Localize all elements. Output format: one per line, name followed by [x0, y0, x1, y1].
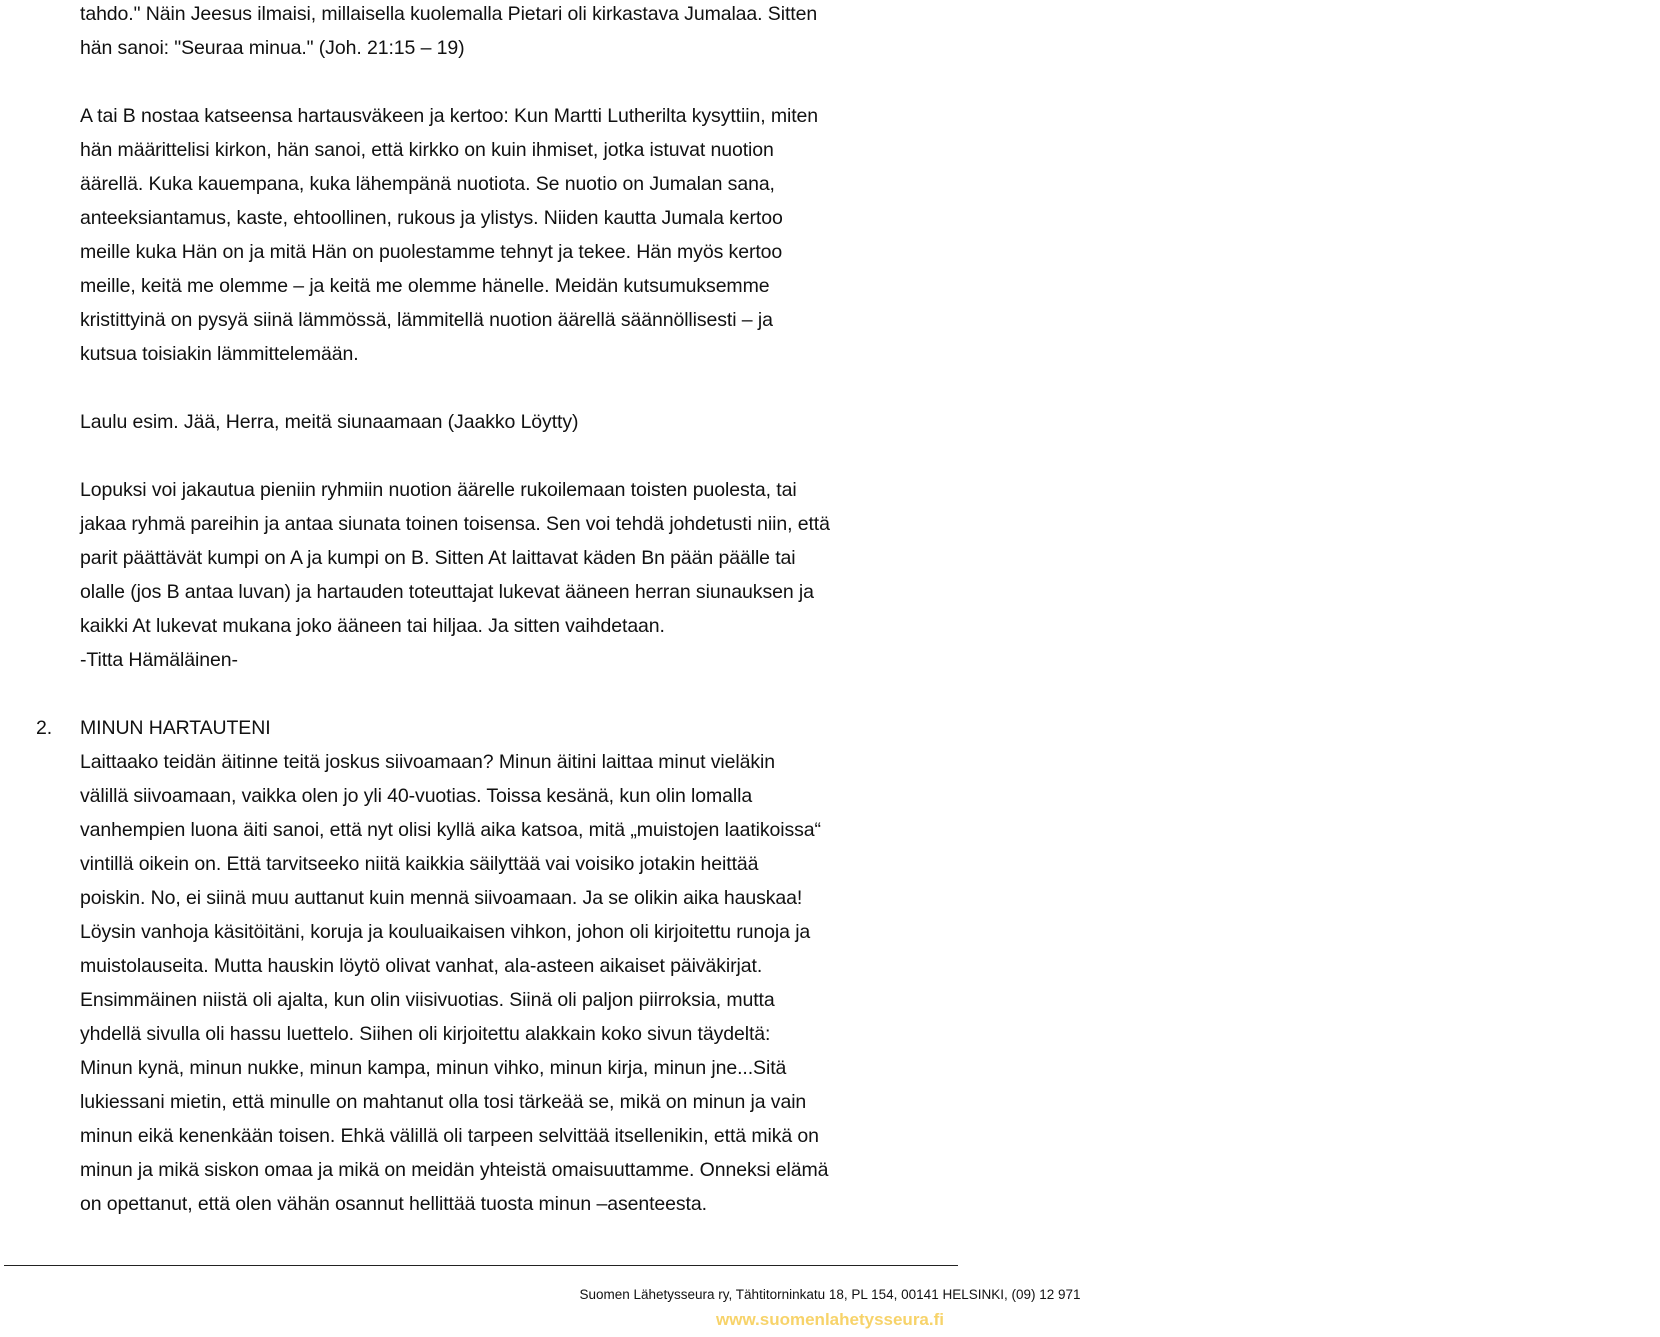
- text-line: kutsua toisiakin lämmittelemään.: [80, 343, 359, 365]
- section-heading: [36, 711, 950, 745]
- text-line: A tai B nostaa katseensa hartausväkeen ja kertoo: Kun Martti Lutherilta kysyttiin, miten: [80, 105, 819, 127]
- text-line: Lopuksi voi jakautua pieniin ryhmiin nuotion äärelle rukoilemaan toisten puolesta, tai: [80, 479, 797, 501]
- text-line: Laittaako teidän äitinne teitä joskus siivoamaan? Minun äitini laittaa minut vieläkin: [80, 751, 775, 773]
- text-line: Minun kynä, minun nukke, minun kampa, minun vihko, minun kirja, minun jne...Sitä: [80, 1057, 787, 1079]
- text-line: vintillä oikein on. Että tarvitseeko niitä kaikkia säilyttää vai voisiko jotakin heittää: [80, 853, 759, 875]
- text-line: poiskin. No, ei siinä muu auttanut kuin mennä siivoamaan. Ja se olikin aika hauskaa!: [80, 887, 803, 909]
- footer-address: Suomen Lähetysseura ry, Tähtitorninkatu 18, PL 154, 00141 HELSINKI, (09) 12 971: [579, 1287, 1081, 1302]
- section-number: 2.: [36, 717, 53, 739]
- paragraph-my-devotion: [80, 745, 950, 1221]
- text-line: on opettanut, että olen vähän osannut hellittää tuosta minun –asenteesta.: [80, 1193, 707, 1215]
- text-line: minun ja mikä siskon omaa ja mikä on meidän yhteistä omaisuuttamme. Onneksi elämä: [80, 1159, 829, 1181]
- text-line: vanhempien luona äiti sanoi, että nyt olisi kyllä aika katsoa, mitä „muistojen laatikoissa“: [80, 819, 821, 841]
- text-line: äärellä. Kuka kauempana, kuka lähempänä nuotiota. Se nuotio on Jumalan sana,: [80, 173, 775, 195]
- paragraph-scripture-end: [80, 0, 950, 65]
- song-suggestion: Laulu esim. Jää, Herra, meitä siunaamaan (Jaakko Löytty): [80, 411, 579, 433]
- document-body: [36, 0, 950, 1221]
- text-line: muistolauseita. Mutta hauskin löytö olivat vanhat, ala-asteen aikaiset päiväkirjat.: [80, 955, 763, 977]
- text-line: kaikki At lukevat mukana joko ääneen tai hiljaa. Ja sitten vaihdetaan.: [80, 615, 665, 637]
- text-line: jakaa ryhmä pareihin ja antaa siunata toinen toisensa. Sen voi tehdä johdetusti niin, että: [80, 513, 830, 535]
- author-signature: -Titta Hämäläinen-: [80, 649, 238, 671]
- text-line: lukiessani mietin, että minulle on mahtanut olla tosi tärkeää se, mikä on minun ja vain: [80, 1091, 807, 1113]
- footer-divider: [4, 1265, 958, 1266]
- paragraph-luther-bonfire: [80, 99, 950, 371]
- text-line: kristittyinä on pysyä siinä lämmössä, lämmitellä nuotion äärellä säännöllisesti – ja: [80, 309, 773, 331]
- text-line: minun eikä kenenkään toisen. Ehkä välillä oli tarpeen selvittää itsellenikin, että mikä on: [80, 1125, 819, 1147]
- section-title: MINUN HARTAUTENI: [80, 717, 271, 739]
- text-line: meille, keitä me olemme – ja keitä me olemme hänelle. Meidän kutsumuksemme: [80, 275, 770, 297]
- text-line: anteeksiantamus, kaste, ehtoollinen, rukous ja ylistys. Niiden kautta Jumala kertoo: [80, 207, 783, 229]
- text-line: yhdellä sivulla oli hassu luettelo. Siihen oli kirjoitettu alakkain koko sivun täydeltä:: [80, 1023, 771, 1045]
- text-line: hän määrittelisi kirkon, hän sanoi, että kirkko on kuin ihmiset, jotka istuvat nuotion: [80, 139, 774, 161]
- text-line: Löysin vanhoja käsitöitäni, koruja ja kouluaikaisen vihkon, johon oli kirjoitettu runoja ja: [80, 921, 811, 943]
- text-line: meille kuka Hän on ja mitä Hän on puolestamme tehnyt ja tekee. Hän myös kertoo: [80, 241, 783, 263]
- text-line: välillä siivoamaan, vaikka olen jo yli 40-vuotias. Toissa kesänä, kun olin lomalla: [80, 785, 753, 807]
- text-line: parit päättävät kumpi on A ja kumpi on B. Sitten At laittavat käden Bn pään päälle tai: [80, 547, 796, 569]
- paragraph-blessing: [80, 473, 950, 677]
- text-line: olalle (jos B antaa luvan) ja hartauden toteuttajat lukevat ääneen herran siunauksen ja: [80, 581, 814, 603]
- text-line: tahdo." Näin Jeesus ilmaisi, millaisella kuolemalla Pietari oli kirkastava Jumalaa. Sitten: [80, 3, 818, 25]
- footer-website-link[interactable]: www.suomenlahetysseura.fi: [716, 1310, 944, 1329]
- text-line: hän sanoi: "Seuraa minua." (Joh. 21:15 – 19): [80, 37, 465, 59]
- text-line: Ensimmäinen niistä oli ajalta, kun olin viisivuotias. Siinä oli paljon piirroksia, mutta: [80, 989, 775, 1011]
